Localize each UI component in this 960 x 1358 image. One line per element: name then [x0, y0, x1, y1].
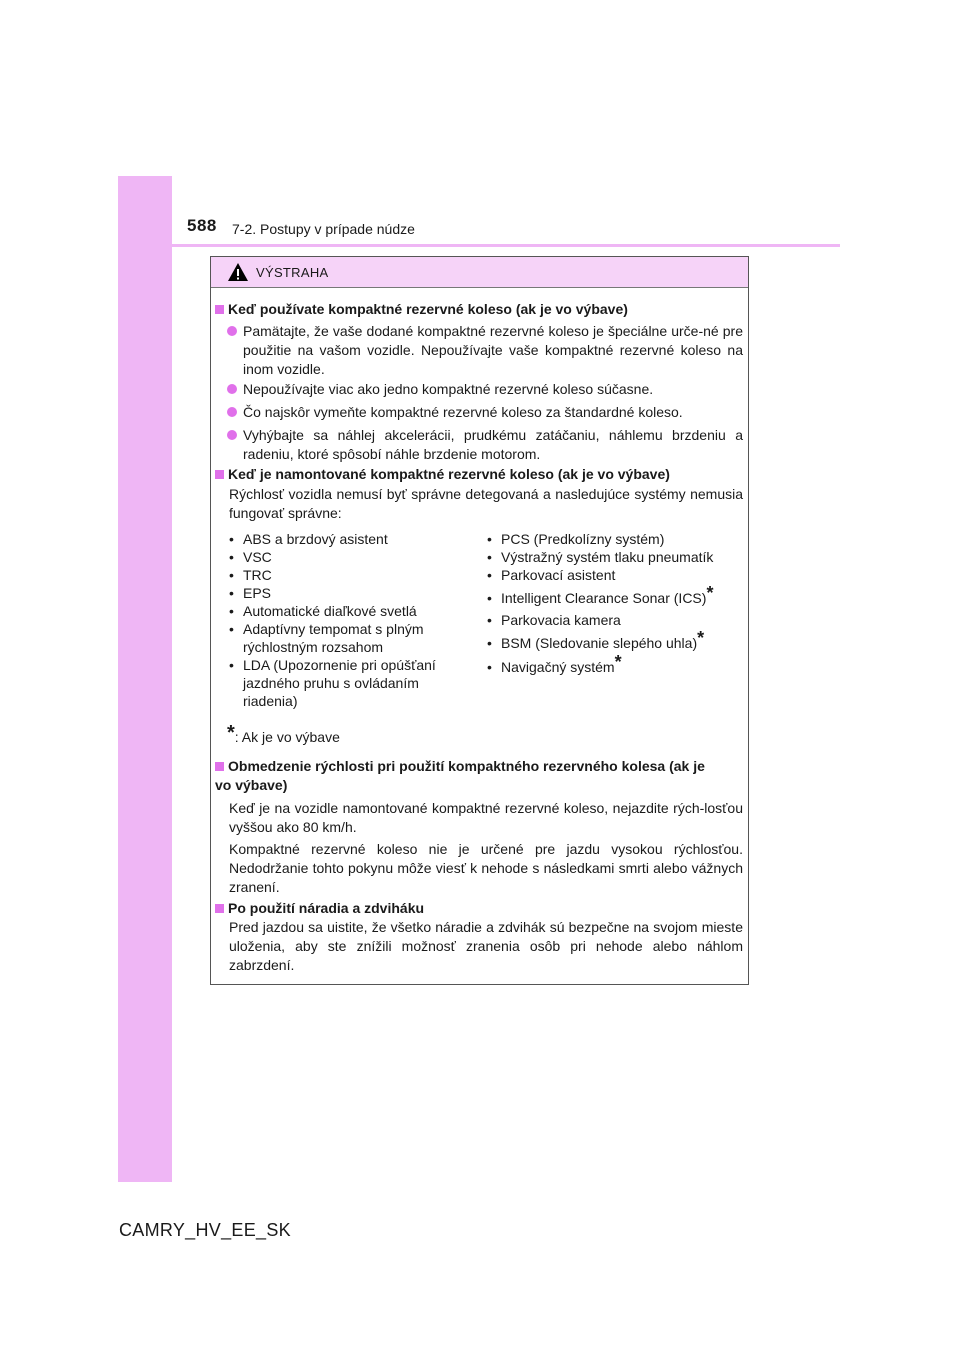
list-item: • VSC	[229, 548, 469, 566]
footnote: *: Ak je vo výbave	[227, 722, 340, 745]
square-bullet-icon	[215, 904, 224, 913]
round-bullet-icon	[227, 407, 237, 417]
warning-triangle-icon	[227, 262, 249, 282]
warning-box	[210, 256, 749, 985]
warning-title: VÝSTRAHA	[256, 264, 329, 280]
list-item: • BSM (Sledovanie slepého uhla)*	[487, 634, 747, 652]
heading-speed-limit: Obmedzenie rýchlosti pri použití kompaktného rezervného kolesa (ak je vo výbave)	[215, 758, 705, 793]
round-bullet-icon	[227, 430, 237, 440]
paragraph-high-speed: Kompaktné rezervné koleso nie je určené pre jazdu vysokou rýchlosťou. Nedodržanie tohto pokynu môže viesť k nehode s následkami smrti alebo vážnych zranení.	[229, 841, 743, 895]
list-item: • Navigačný systém*	[487, 658, 747, 676]
list-item: • Výstražný systém tlaku pneumatík	[487, 548, 747, 566]
square-bullet-icon	[215, 470, 224, 479]
page-number: 588	[187, 216, 217, 235]
side-tab-band	[118, 176, 172, 1182]
warning-header	[211, 257, 748, 288]
paragraph-tools-jack: Pred jazdou sa uistite, že všetko náradie a zdvihák sú bezpečne na svojom mieste uloženia, aby ste znížili možnosť zranenia osôb pri nehode alebo náhlom zabrzdení.	[229, 919, 743, 973]
list-item: • Parkovací asistent	[487, 566, 747, 584]
list-item: • Adaptívny tempomat s plným rýchlostným rozsahom	[229, 620, 458, 656]
header-rule	[172, 244, 840, 247]
list-item: • Intelligent Clearance Sonar (ICS)*	[487, 589, 747, 607]
heading-tools-jack: Po použití náradia a zdviháku	[215, 899, 735, 918]
paragraph-speed-limit: Keď je na vozidle namontované kompaktné rezervné koleso, nejazdite rých-losťou vyššou ako 80 km/h.	[229, 800, 743, 835]
list-item: • Parkovacia kamera	[487, 611, 747, 629]
square-bullet-icon	[215, 305, 224, 314]
list-item: • LDA (Upozornenie pri opúšťaní jazdného pruhu s ovládaním riadenia)	[229, 656, 458, 710]
round-bullet-icon	[227, 326, 237, 336]
bullet-item: Nepoužívajte viac ako jedno kompaktné rezervné koleso súčasne.	[215, 380, 743, 399]
footnote-star: *	[706, 583, 714, 603]
paragraph-systems-intro: Rýchlosť vozidla nemusí byť správne detegovaná a nasledujúce systémy nemusia fungovať správne:	[229, 486, 743, 521]
list-item: • PCS (Predkolízny systém)	[487, 530, 747, 548]
square-bullet-icon	[215, 762, 224, 771]
bullet-item: Pamätajte, že vaše dodané kompaktné rezervné koleso je špeciálne urče-né pre použitie na vašom vozidle. Nepoužívajte vaše kompaktné rezervné koleso na inom vozidle.	[215, 322, 743, 379]
bullet-item: Čo najskôr vymeňte kompaktné rezervné koleso za štandardné koleso.	[215, 403, 743, 422]
footnote-star: *	[697, 628, 705, 648]
heading-mounted-spare: Keď je namontované kompaktné rezervné koleso (ak je vo výbave)	[215, 465, 735, 484]
round-bullet-icon	[227, 384, 237, 394]
list-item: • TRC	[229, 566, 469, 584]
footnote-star: *	[614, 652, 622, 672]
document-code: CAMRY_HV_EE_SK	[119, 1220, 291, 1240]
bullet-item: Vyhýbajte sa náhlej akcelerácii, prudkému zatáčaniu, náhlemu brzdeniu a radeniu, ktoré spôsobí náhle brzdenie motorom.	[215, 426, 743, 464]
systems-list-left	[229, 530, 469, 710]
list-item: • EPS	[229, 584, 469, 602]
list-item: • ABS a brzdový asistent	[229, 530, 469, 548]
footnote-star: *	[227, 722, 235, 744]
list-item: • Automatické diaľkové svetlá	[229, 602, 469, 620]
section-title: 7-2. Postupy v prípade núdze	[232, 221, 415, 237]
systems-list-right	[487, 530, 747, 676]
heading-compact-spare: Keď používate kompaktné rezervné koleso (ak je vo výbave)	[215, 300, 735, 319]
